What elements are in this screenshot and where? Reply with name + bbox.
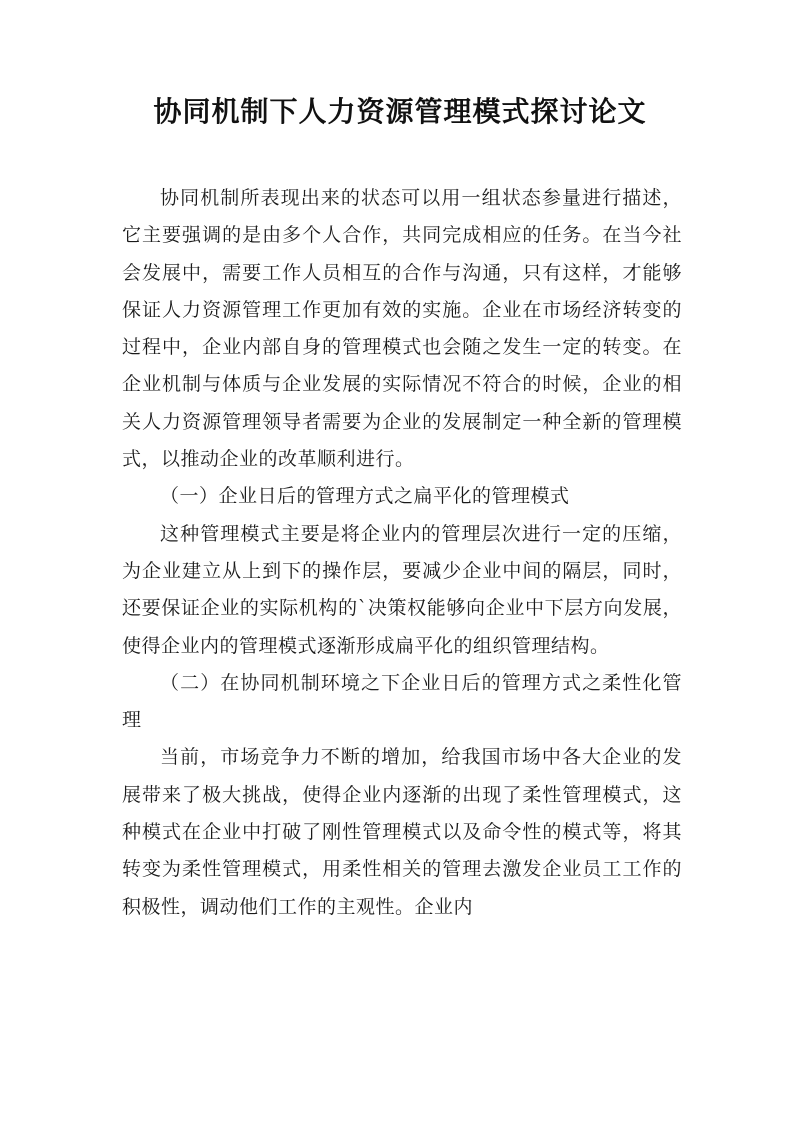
section-heading-flexible-management: （二）在协同机制环境之下企业日后的管理方式之柔性化管理 (122, 671, 682, 732)
paragraph-flexible-management: 当前，市场竞争力不断的增加，给我国市场中各大企业的发展带来了极大挑战，使得企业内逐渐的出现了柔性管理模式，这种模式在企业中打破了刚性管理模式以及命令性的模式等，将其转变为柔性管理模式，用柔性相关的管理去激发企业员工工作的积极性，调动他们工作的主观性。企业内 (122, 746, 682, 918)
section-heading-flat-management: （一）企业日后的管理方式之扁平化的管理模式 (160, 485, 570, 508)
document-title: 协同机制下人力资源管理模式探讨论文 (153, 95, 647, 128)
paragraph-intro: 协同机制所表现出来的状态可以用一组状态参量进行描述，它主要强调的是由多个人合作，共同完成相应的任务。在当今社会发展中，需要工作人员相互的合作与沟通，只有这样，才能够保证人力资源管理工作更加有效的实施。企业在市场经济转变的过程中，企业内部自身的管理模式也会随之发生一定的转变。在企业机制与体质与企业发展的实际情况不符合的时候，企业的相关人力资源管理领导者需要为企业的发展制定一种全新的管理模式，以推动企业的改革顺利进行。 (122, 187, 682, 471)
paragraph-flat-management: 这种管理模式主要是将企业内的管理层次进行一定的压缩，为企业建立从上到下的操作层，要减少企业中间的隔层，同时，还要保证企业的实际机构的`决策权能够向企业中下层方向发展，使得企业内的管理模式逐渐形成扁平化的组织管理结构。 (122, 522, 682, 657)
document-body (122, 180, 682, 926)
